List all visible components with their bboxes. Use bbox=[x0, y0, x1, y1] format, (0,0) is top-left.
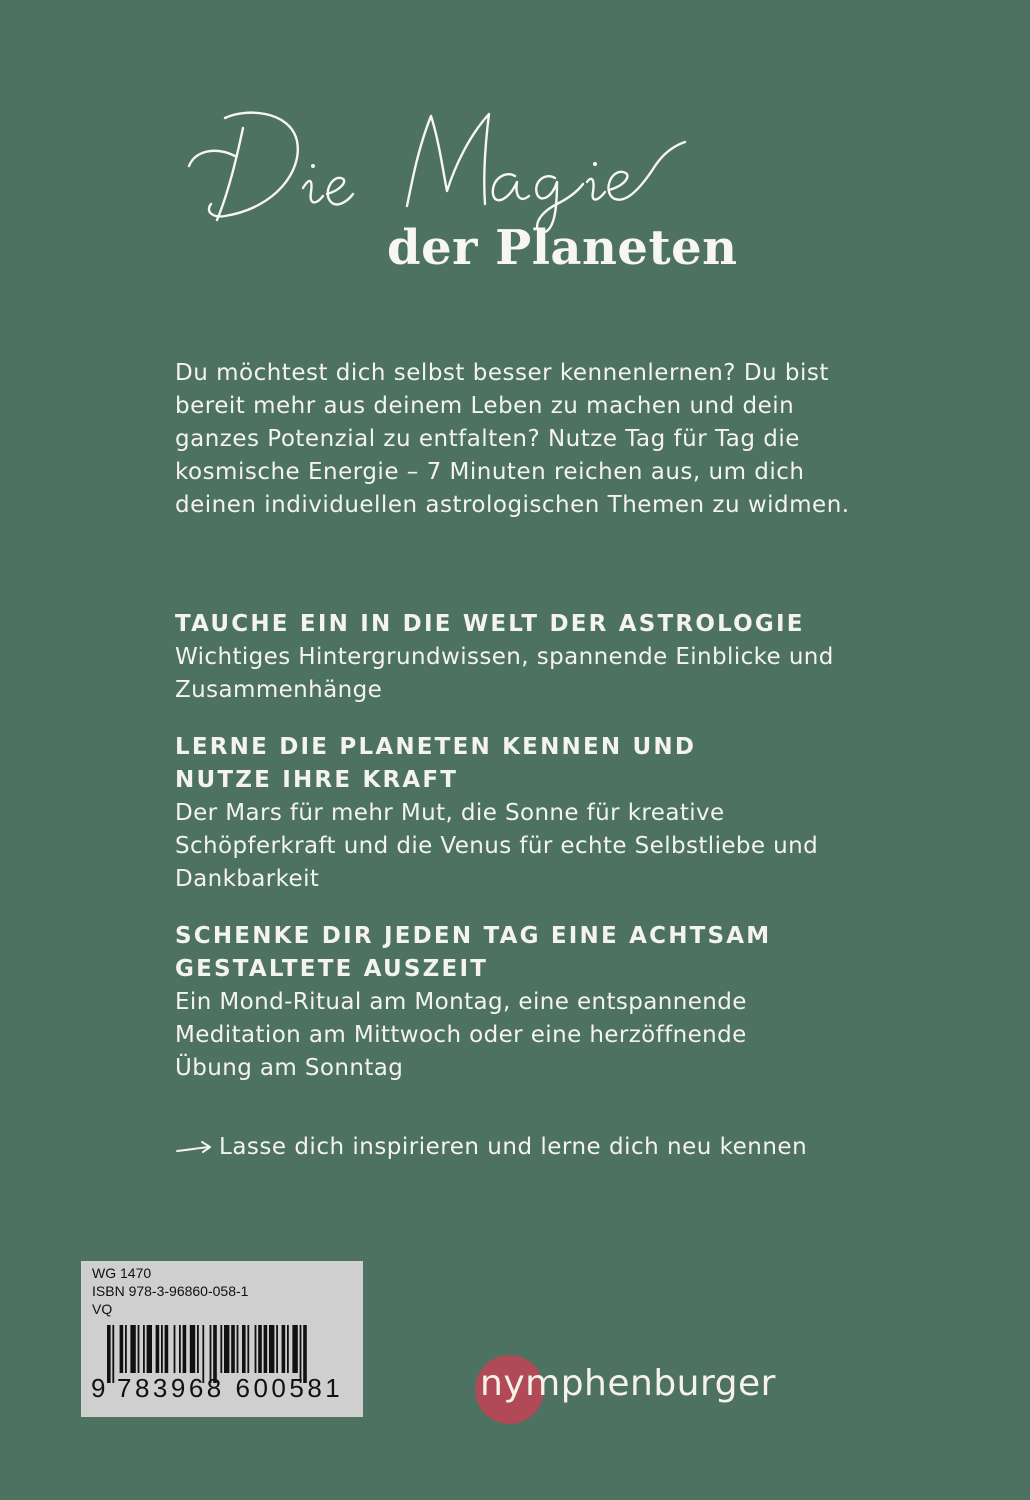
section-heading: TAUCHE EIN IN DIE WELT DER ASTROLOGIE bbox=[175, 611, 805, 637]
section-rituals bbox=[175, 920, 865, 1085]
section-body: Der Mars für mehr Mut, die Sonne für kreative Schöpferkraft und die Venus für echte Selbstliebe und Dankbarkeit bbox=[175, 800, 819, 892]
cta-text: Lasse dich inspirieren und lerne dich neu kennen bbox=[219, 1134, 808, 1160]
title-script bbox=[185, 96, 725, 236]
section-body: Wichtiges Hintergrundwissen, spannende Einblicke und Zusammenhänge bbox=[175, 644, 834, 703]
section-astrology bbox=[175, 608, 865, 707]
title-subtitle: der Planeten bbox=[387, 220, 738, 276]
product-group: WG 1470 bbox=[92, 1265, 152, 1281]
publisher-logo bbox=[472, 1355, 812, 1425]
barcode-digits: 783968 600581 bbox=[117, 1373, 344, 1403]
section-heading: SCHENKE DIR JEDEN TAG EINE ACHTSAM GESTALTETE AUSZEIT bbox=[175, 923, 772, 982]
intro-text: Du möchtest dich selbst besser kennenlernen? Du bist bereit mehr aus deinem Leben zu machen und dein ganzes Potenzial zu entfalten? Nutze Tag für Tag die kosmische Energie – 7 Minuten reichen aus, um dich deinen individuellen astrologischen Themen zu widmen. bbox=[175, 360, 850, 518]
barcode-first-digit: 9 bbox=[91, 1373, 106, 1403]
barcode-label bbox=[81, 1261, 363, 1417]
barcode-meta bbox=[92, 1264, 248, 1318]
arrow-right-icon bbox=[175, 1138, 215, 1158]
section-planets bbox=[175, 731, 865, 896]
code-text: VQ bbox=[92, 1301, 113, 1317]
section-body: Ein Mond-Ritual am Montag, eine entspannende Meditation am Mittwoch oder eine herzöffnende Übung am Sonntag bbox=[175, 989, 747, 1081]
isbn-text: ISBN 978-3-96860-058-1 bbox=[92, 1283, 249, 1299]
call-to-action bbox=[175, 1131, 807, 1164]
section-heading: LERNE DIE PLANETEN KENNEN UND NUTZE IHRE KRAFT bbox=[175, 734, 697, 793]
publisher-name: nymphenburger bbox=[480, 1363, 776, 1404]
